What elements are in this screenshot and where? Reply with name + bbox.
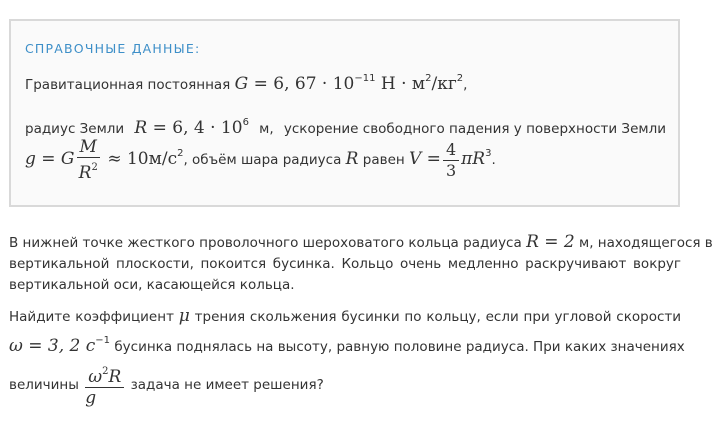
problem-paragraph-1: В нижней точке жесткого проволочного шероховатого кольца радиуса R = 2 м, находящегося в вертикальной плоскости, покоится бусинка. Кольцо очень медленно раскручивают вокруг вертикальной оси, касающейся кольца. bbox=[9, 232, 713, 293]
omega-ratio-fraction: $\frac{\omega^2R}{g}$ bbox=[85, 362, 124, 408]
reference-data-box bbox=[9, 19, 680, 207]
sphere-volume-fraction: $\frac{4}{3}$ bbox=[443, 140, 459, 181]
earth-radius-line: радиус Земли R = 6, $4 \cdot 10^6$ м, ускорение свободного падения у поверхности Земли bbox=[25, 117, 666, 138]
gravity-fraction: $\frac{M}{R^2}$ bbox=[77, 137, 100, 183]
problem-paragraph-2: Найдите коэффициент μ трения скольжения бусинки по кольцу, если при угловой скорости ω = 3, 2 $с^{-1}$ бусинка поднялась на высоту, равную половине радиуса. При каких значениях величины $\frac{\omega^2R}{g}$ задача не имеет решения? bbox=[9, 306, 685, 408]
gravity-formula-line: g = G $\frac{M}{R^2}$ ≈ $10м/с^2$, объём шара радиуса R равен V = $\frac{4}{3}$ $\pi R^3$. bbox=[25, 137, 496, 183]
gravitational-constant-line: Гравитационная постоянная G = 6, $67 \cdot 10^{-11}$ $Н \cdot м^2/кг^2$, bbox=[25, 73, 468, 94]
reference-title: СПРАВОЧНЫЕ ДАННЫЕ: bbox=[25, 41, 201, 56]
